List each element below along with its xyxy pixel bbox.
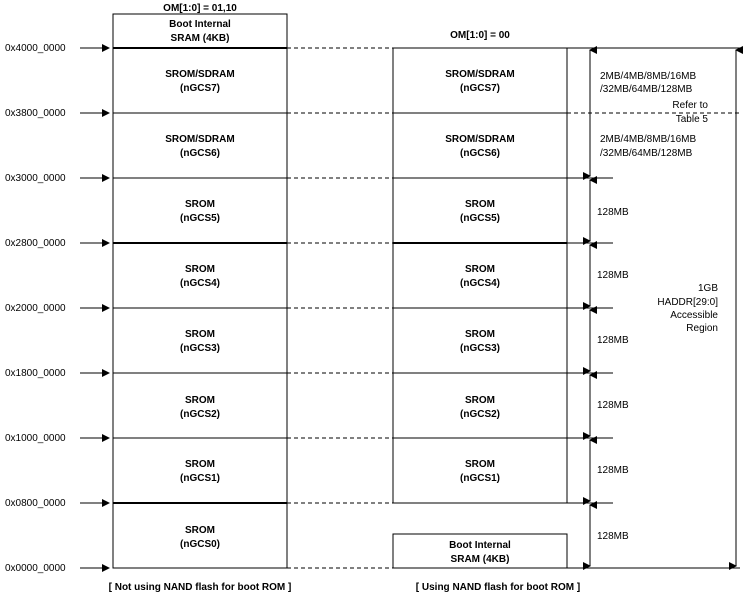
region-label: HADDR[29:0] bbox=[657, 297, 718, 308]
right-caption: [ Using NAND flash for boot ROM ] bbox=[415, 582, 581, 593]
column-connectors bbox=[287, 48, 393, 568]
block-label: SROM/SDRAM bbox=[445, 134, 515, 145]
block-label: SROM bbox=[185, 264, 215, 275]
region-label: 1GB bbox=[697, 283, 718, 294]
block-label: (nGCS5) bbox=[460, 213, 500, 224]
block-label: SROM bbox=[465, 329, 495, 340]
block-label: (nGCS7) bbox=[460, 83, 500, 94]
left-memory-map bbox=[113, 14, 287, 568]
region-label: Region bbox=[686, 323, 718, 334]
size-note: 128MB bbox=[597, 400, 629, 411]
address-label: 0x2000_0000 bbox=[5, 303, 66, 314]
block-label: (nGCS1) bbox=[180, 473, 220, 484]
block-label: (nGCS2) bbox=[460, 409, 500, 420]
size-note: 2MB/4MB/8MB/16MB bbox=[600, 71, 697, 82]
block-label: SROM bbox=[185, 459, 215, 470]
size-note: 128MB bbox=[597, 531, 629, 542]
left-caption: [ Not using NAND flash for boot ROM ] bbox=[108, 582, 292, 593]
refer-note: Refer to bbox=[672, 100, 708, 111]
address-label: 0x3000_0000 bbox=[5, 173, 66, 184]
block-label: Boot Internal bbox=[169, 19, 231, 30]
block-label: (nGCS7) bbox=[180, 83, 220, 94]
block-label: (nGCS3) bbox=[180, 343, 220, 354]
size-note: 2MB/4MB/8MB/16MB bbox=[600, 134, 697, 145]
region-label: Accessible bbox=[670, 310, 718, 321]
size-note: 128MB bbox=[597, 207, 629, 218]
address-label: 0x0000_0000 bbox=[5, 563, 66, 574]
block-label: SROM/SDRAM bbox=[165, 134, 235, 145]
block-label: SROM bbox=[465, 264, 495, 275]
block-label: (nGCS5) bbox=[180, 213, 220, 224]
size-note: 128MB bbox=[597, 465, 629, 476]
address-label: 0x2800_0000 bbox=[5, 238, 66, 249]
address-label: 0x3800_0000 bbox=[5, 108, 66, 119]
right-mode-title: OM[1:0] = 00 bbox=[450, 30, 510, 41]
block-label: (nGCS4) bbox=[460, 278, 500, 289]
block-label: SROM bbox=[185, 199, 215, 210]
address-label: 0x4000_0000 bbox=[5, 43, 66, 54]
block-label: (nGCS1) bbox=[460, 473, 500, 484]
block-label: (nGCS3) bbox=[460, 343, 500, 354]
block-label: SROM bbox=[185, 525, 215, 536]
size-note: 128MB bbox=[597, 270, 629, 281]
refer-note: Table 5 bbox=[675, 114, 708, 125]
block-label: SRAM (4KB) bbox=[170, 33, 230, 44]
block-label: (nGCS6) bbox=[460, 148, 500, 159]
block-label: (nGCS6) bbox=[180, 148, 220, 159]
block-label: SROM bbox=[465, 199, 495, 210]
block-label: SROM bbox=[465, 395, 495, 406]
address-axis bbox=[5, 43, 109, 574]
size-note: /32MB/64MB/128MB bbox=[600, 84, 693, 95]
address-label: 0x1800_0000 bbox=[5, 368, 66, 379]
left-mode-title: OM[1:0] = 01,10 bbox=[163, 3, 237, 14]
block-label: Boot Internal bbox=[449, 540, 511, 551]
block-label: SROM bbox=[185, 329, 215, 340]
size-note: /32MB/64MB/128MB bbox=[600, 148, 693, 159]
block-label: SROM bbox=[185, 395, 215, 406]
block-label: (nGCS2) bbox=[180, 409, 220, 420]
block-label: (nGCS4) bbox=[180, 278, 220, 289]
block-label: SROM bbox=[465, 459, 495, 470]
address-label: 0x1000_0000 bbox=[5, 433, 66, 444]
block-label: SROM/SDRAM bbox=[165, 69, 235, 80]
block-label: SRAM (4KB) bbox=[450, 554, 510, 565]
size-note: 128MB bbox=[597, 335, 629, 346]
address-label: 0x0800_0000 bbox=[5, 498, 66, 509]
right-memory-column bbox=[393, 48, 567, 503]
block-label: (nGCS0) bbox=[180, 539, 220, 550]
block-label: SROM/SDRAM bbox=[445, 69, 515, 80]
right-annotations bbox=[567, 48, 740, 568]
right-memory-map bbox=[393, 48, 567, 568]
